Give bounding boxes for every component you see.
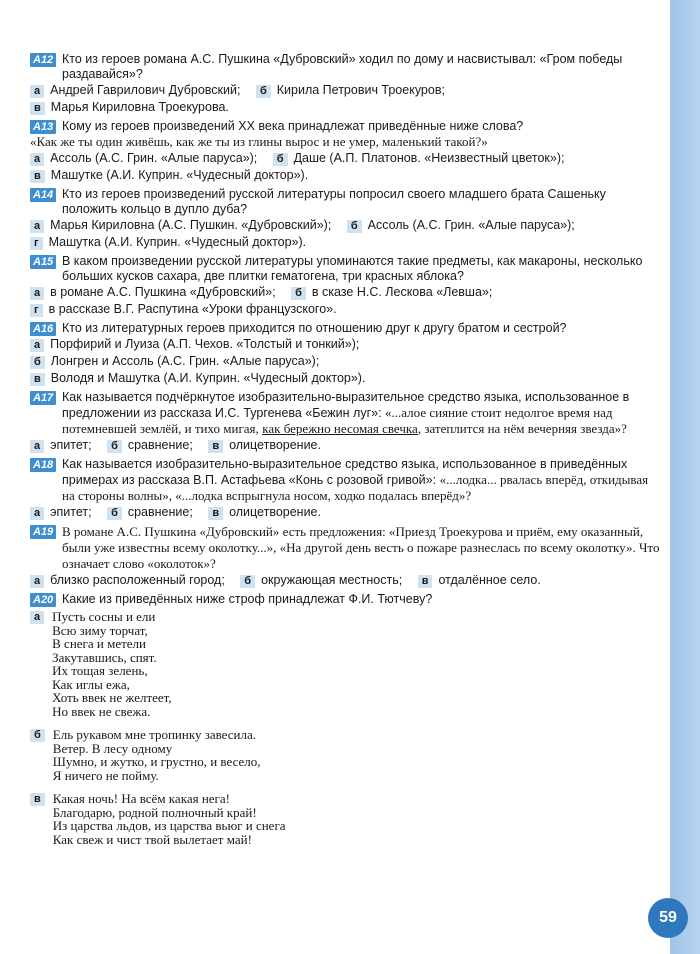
option-c[interactable]: в отдалённое село. (418, 572, 541, 589)
question-number: А18 (30, 458, 56, 472)
option-c[interactable]: г в рассказе В.Г. Распутина «Уроки французского». (30, 301, 650, 318)
quote-end: , затеплится на нём вечерняя звезда»? (417, 421, 627, 436)
question-text: Кому из героев произведений XX века принадлежат приведённые ниже слова? (62, 119, 524, 133)
question-number: А12 (30, 53, 56, 67)
option-a[interactable]: а эпитет; (30, 504, 92, 521)
option-c[interactable]: в олицетворение. (208, 437, 321, 454)
option-a[interactable]: а Ассоль (А.С. Грин. «Алые паруса»); (30, 150, 257, 167)
option-c[interactable]: в Володя и Машутка (А.И. Куприн. «Чудесный доктор»). (30, 370, 650, 387)
poem-option-c[interactable]: в Какая ночь! На всём какая нега! Благодарю, родной полночный край! Из царства льдов, из царства вьюг и снега Как свеж и чист твой вылетает май! (30, 792, 662, 846)
question-a12 (30, 52, 662, 116)
option-c[interactable]: в Машутке (А.И. Куприн. «Чудесный доктор»). (30, 167, 650, 184)
option-b[interactable]: б окружающая местность; (240, 572, 402, 589)
question-text: Как называется изобразительно-выразительное средство языка, использованное в приведённых примерах из рассказа В.П. Астафьева «Конь с розовой гривой»: (62, 457, 628, 487)
question-text: Какие из приведённых ниже строф принадлежат Ф.И. Тютчеву? (62, 592, 433, 606)
question-text: Как называется подчёркнутое изобразительно-выразительное средство языка, использованное в предложении из рассказа И.С. Тургенева «Бежин луг»: (62, 390, 630, 420)
question-a17 (30, 390, 662, 454)
question-number: А17 (30, 391, 56, 405)
question-a19 (30, 524, 662, 589)
question-number: А15 (30, 255, 56, 269)
option-b[interactable]: б Лонгрен и Ассоль (А.С. Грин. «Алые паруса»); (30, 353, 650, 370)
question-number: А20 (30, 593, 56, 607)
option-b[interactable]: б Даше (А.П. Платонов. «Неизвестный цветок»); (273, 150, 565, 167)
question-text: В каком произведении русской литературы упоминаются такие предметы, как макароны, несколько больших кусков сахара, две плитки гематогена, три красных яблока? (62, 254, 643, 283)
option-b[interactable]: б в сказе Н.С. Лескова «Левша»; (291, 284, 492, 301)
question-a15 (30, 254, 662, 318)
question-text: Кто из героев романа А.С. Пушкина «Дубровский» ходил по дому и насвистывал: «Гром победы раздавайся»? (62, 52, 623, 81)
page-edge-band (670, 0, 700, 954)
question-text: Кто из литературных героев приходится по отношению друг к другу братом и сестрой? (62, 321, 567, 335)
option-b[interactable]: б Ассоль (А.С. Грин. «Алые паруса»); (347, 217, 575, 234)
option-a[interactable]: а в романе А.С. Пушкина «Дубровский»; (30, 284, 276, 301)
quote-start: «...алое сияние стоит недолгое время над потемневшей землёй, и тихо мигая, (62, 405, 613, 436)
question-number: А16 (30, 322, 56, 336)
option-c[interactable]: в олицетворение. (208, 504, 321, 521)
option-a[interactable]: а Порфирий и Луиза (А.П. Чехов. «Толстый и тонкий»); (30, 336, 650, 353)
question-quote: «...лодка... рвалась вперёд, откидывая на стороны волны», «...лодка вспрыгнула носом, ходко подалась вперёд»? (62, 472, 649, 503)
option-b[interactable]: б Кирила Петрович Троекуров; (256, 82, 445, 99)
option-b[interactable]: б сравнение; (107, 437, 193, 454)
option-c[interactable]: г Машутка (А.И. Куприн. «Чудесный доктор»). (30, 234, 650, 251)
question-a14 (30, 187, 662, 251)
question-a20 (30, 592, 662, 846)
option-a[interactable]: а эпитет; (30, 437, 92, 454)
option-b[interactable]: б сравнение; (107, 504, 193, 521)
question-number: А13 (30, 120, 56, 134)
poem-option-b[interactable]: б Ель рукавом мне тропинку завесила. Ветер. В лесу одному Шумно, и жутко, и грустно, и весело, Я ничего не пойму. (30, 728, 662, 782)
option-a[interactable]: а Андрей Гаврилович Дубровский; (30, 82, 240, 99)
question-a18 (30, 457, 662, 521)
question-text: Кто из героев произведений русской литературы попросил своего младшего брата Сашеньку положить кольцо в дупло дуба? (62, 187, 606, 216)
option-c[interactable]: в Марья Кириловна Троекурова. (30, 99, 229, 116)
poem-option-a[interactable]: а Пусть сосны и ели Всю зиму торчат, В снега и метели Закутавшись, спят. Их тощая зелень, Как иглы ежа, Хоть ввек не желтеет, Но ввек не свежа. (30, 610, 662, 718)
page-content (30, 52, 662, 849)
question-text: В романе А.С. Пушкина «Дубровский» есть предложения: «Приезд Троекурова и приём, ему оказанный, были уже известны всему околотку...», «На другой день весть о пожаре разнеслась по всему околотку». Что означает слово «околоток»? (62, 524, 660, 571)
page-number-badge: 59 (648, 898, 688, 938)
question-a13 (30, 119, 662, 184)
underlined-phrase: как бережно несомая свечка (262, 421, 418, 436)
question-number: А19 (30, 525, 56, 539)
question-number: А14 (30, 188, 56, 202)
option-a[interactable]: а близко расположенный город; (30, 572, 225, 589)
question-quote: «Как же ты один живёшь, как же ты из глины вырос и не умер, маленький такой?» (30, 134, 488, 149)
option-a[interactable]: а Марья Кириловна (А.С. Пушкин. «Дубровский»); (30, 217, 331, 234)
question-a16 (30, 321, 662, 387)
